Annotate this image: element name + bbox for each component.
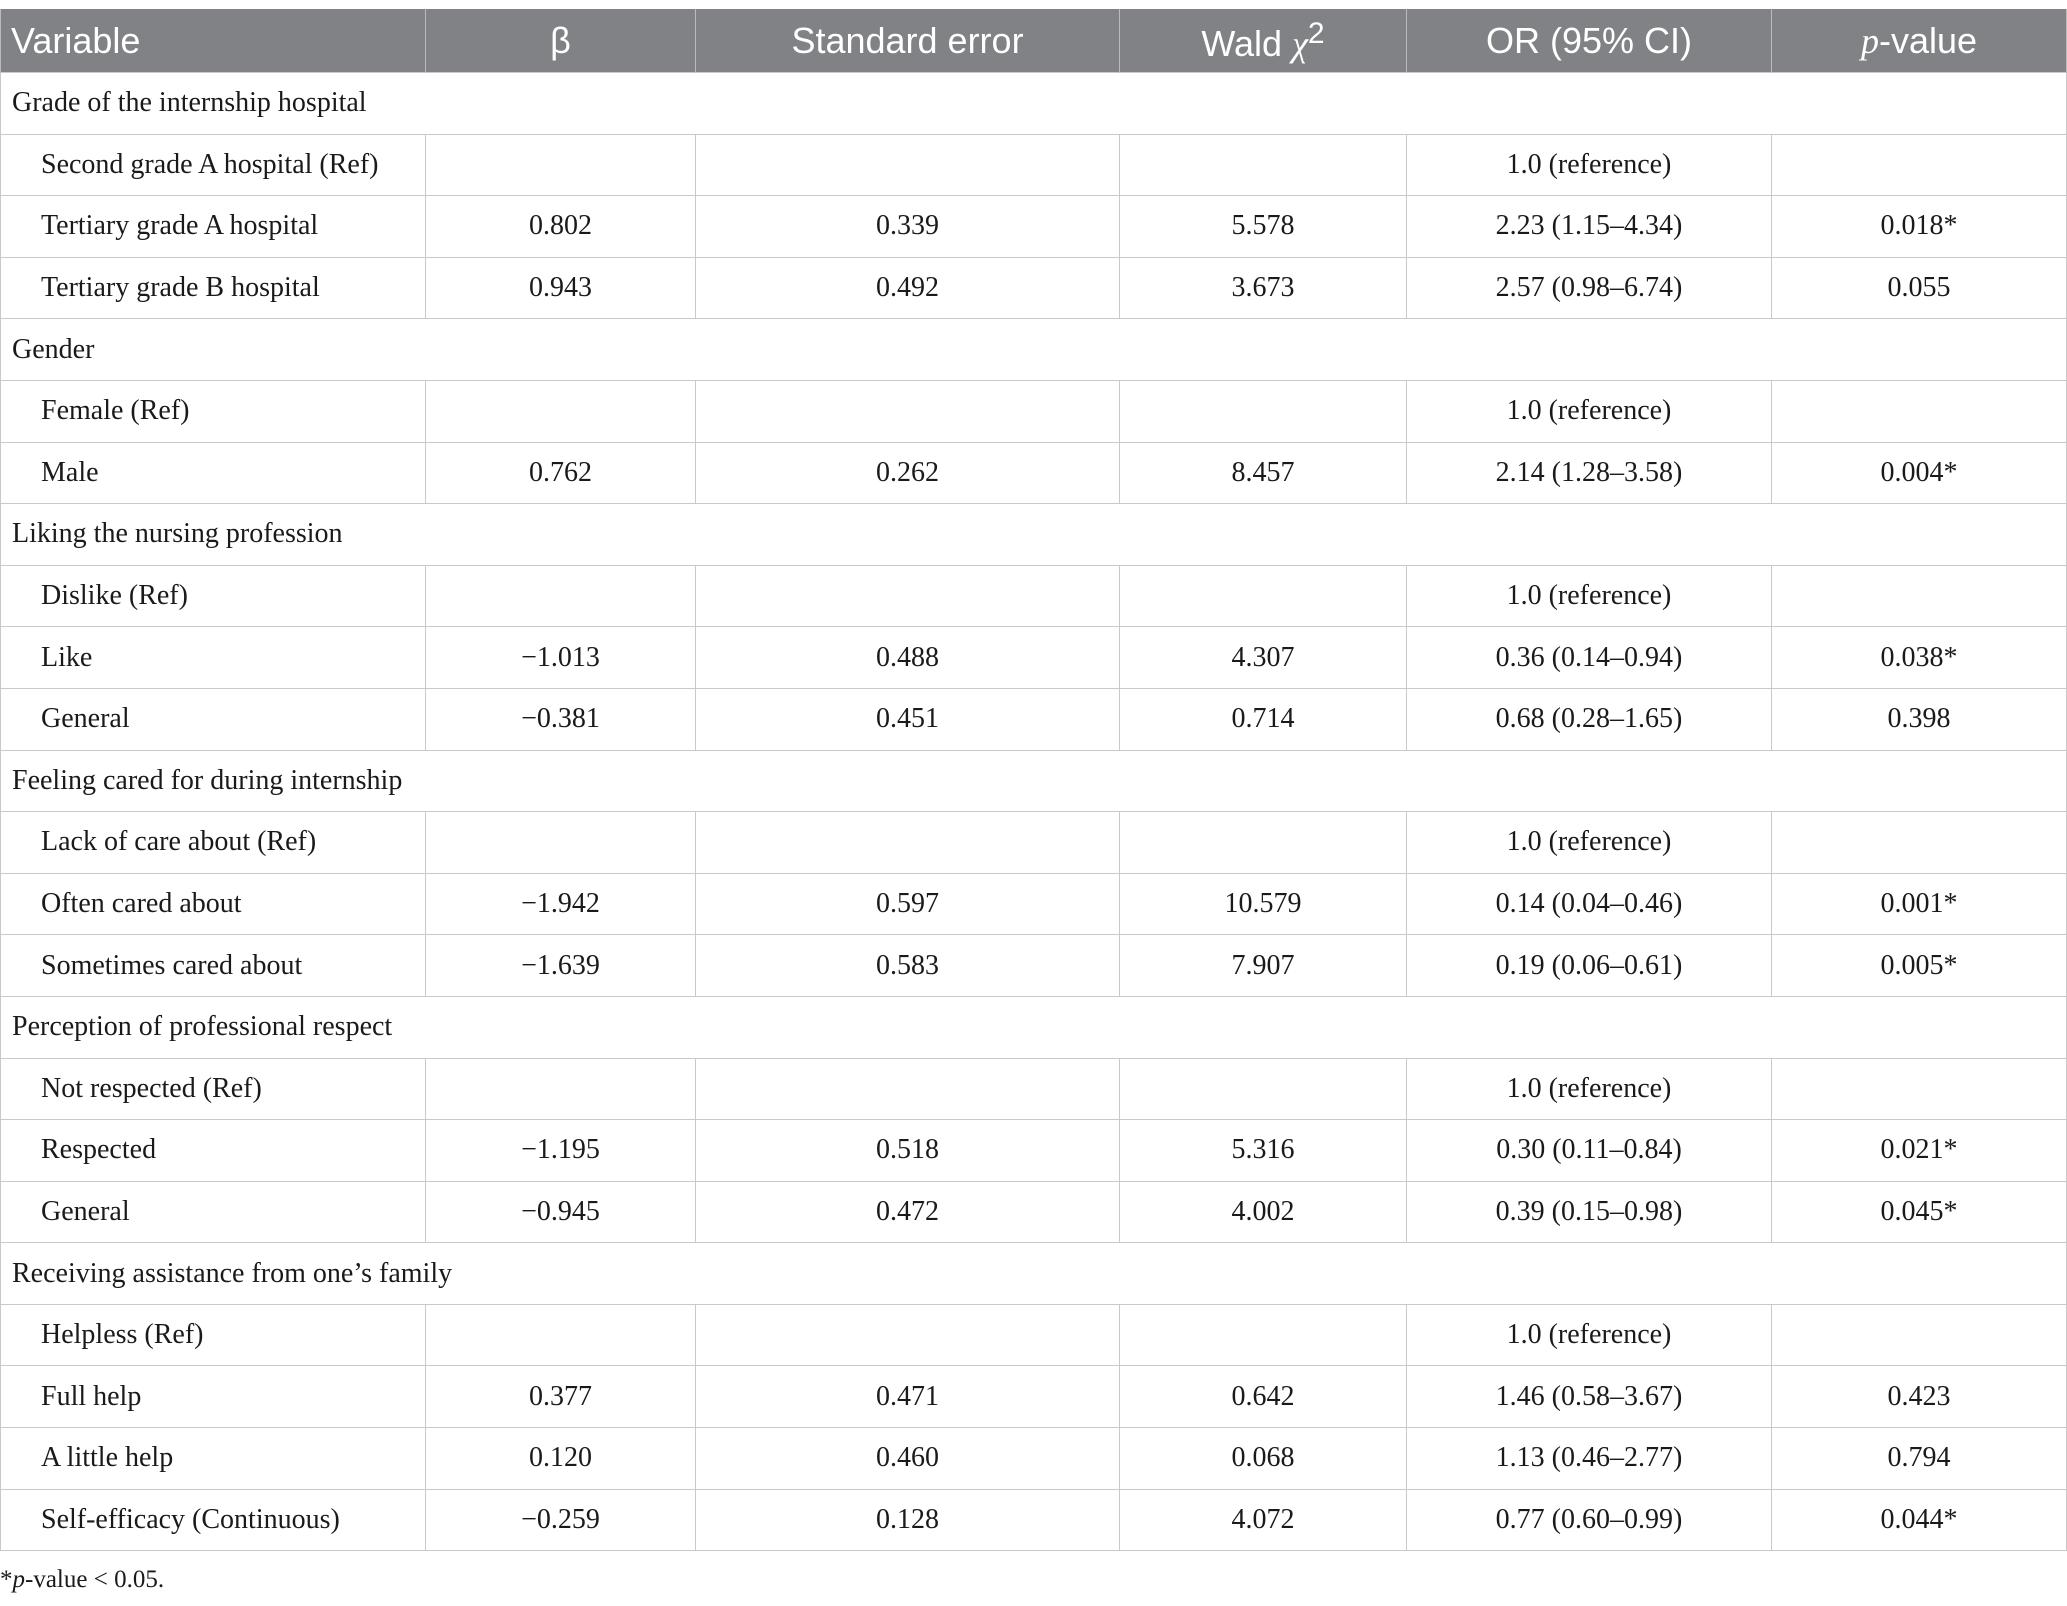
odds-ratio-cell: 1.0 (reference) [1407, 134, 1772, 196]
standard-error-cell: 0.339 [696, 196, 1120, 258]
p-value-cell: 0.055 [1772, 257, 2067, 319]
header-beta: β [426, 9, 696, 73]
group-title: Grade of the internship hospital [1, 73, 2067, 135]
standard-error-cell: 0.451 [696, 688, 1120, 750]
group-title: Liking the nursing profession [1, 504, 2067, 566]
standard-error-cell: 0.262 [696, 442, 1120, 504]
standard-error-cell: 0.492 [696, 257, 1120, 319]
wald-cell: 8.457 [1120, 442, 1407, 504]
table-row [1, 1181, 2067, 1243]
table-row [1, 442, 2067, 504]
beta-cell: 0.762 [426, 442, 696, 504]
regression-results-table [0, 9, 2067, 1551]
footnote-text: -value < 0.05. [25, 1566, 165, 1593]
table-footnote [0, 1566, 164, 1594]
beta-cell: −0.945 [426, 1181, 696, 1243]
odds-ratio-cell: 1.0 (reference) [1407, 565, 1772, 627]
variable-cell: Male [1, 442, 426, 504]
group-title: Receiving assistance from one’s family [1, 1243, 2067, 1305]
table-row [1, 565, 2067, 627]
beta-cell: −0.259 [426, 1489, 696, 1551]
odds-ratio-cell: 2.23 (1.15–4.34) [1407, 196, 1772, 258]
beta-cell: 0.802 [426, 196, 696, 258]
table-row [1, 935, 2067, 997]
table-row [1, 1058, 2067, 1120]
odds-ratio-cell: 0.36 (0.14–0.94) [1407, 627, 1772, 689]
wald-cell [1120, 565, 1407, 627]
header-row [1, 9, 2067, 73]
beta-cell: −1.013 [426, 627, 696, 689]
group-title: Feeling cared for during internship [1, 750, 2067, 812]
wald-cell: 0.068 [1120, 1428, 1407, 1490]
header-p-italic: p [1860, 20, 1879, 61]
header-variable: Variable [1, 9, 426, 73]
variable-cell: General [1, 688, 426, 750]
beta-cell: 0.943 [426, 257, 696, 319]
variable-cell: Not respected (Ref) [1, 1058, 426, 1120]
table-row [1, 627, 2067, 689]
wald-cell: 4.002 [1120, 1181, 1407, 1243]
variable-cell: Respected [1, 1120, 426, 1182]
variable-cell: Helpless (Ref) [1, 1304, 426, 1366]
header-chi-superscript: 2 [1307, 16, 1325, 50]
beta-cell: −1.195 [426, 1120, 696, 1182]
variable-cell: Sometimes cared about [1, 935, 426, 997]
odds-ratio-cell: 1.0 (reference) [1407, 1058, 1772, 1120]
wald-cell [1120, 812, 1407, 874]
standard-error-cell: 0.488 [696, 627, 1120, 689]
wald-cell: 7.907 [1120, 935, 1407, 997]
p-value-cell [1772, 565, 2067, 627]
odds-ratio-cell: 0.14 (0.04–0.46) [1407, 873, 1772, 935]
table-row [1, 1366, 2067, 1428]
table-body [1, 73, 2067, 1551]
variable-cell: Tertiary grade B hospital [1, 257, 426, 319]
p-value-cell [1772, 380, 2067, 442]
footnote-star: * [0, 1566, 13, 1593]
variable-cell: Female (Ref) [1, 380, 426, 442]
table-row [1, 873, 2067, 935]
beta-cell: 0.377 [426, 1366, 696, 1428]
standard-error-cell: 0.597 [696, 873, 1120, 935]
p-value-cell: 0.038* [1772, 627, 2067, 689]
wald-cell: 4.072 [1120, 1489, 1407, 1551]
standard-error-cell: 0.518 [696, 1120, 1120, 1182]
beta-cell [426, 812, 696, 874]
group-header-row [1, 504, 2067, 566]
table-header [1, 9, 2067, 73]
odds-ratio-cell: 1.0 (reference) [1407, 812, 1772, 874]
group-header-row [1, 750, 2067, 812]
variable-cell: Dislike (Ref) [1, 565, 426, 627]
p-value-cell: 0.398 [1772, 688, 2067, 750]
standard-error-cell: 0.460 [696, 1428, 1120, 1490]
variable-cell: Like [1, 627, 426, 689]
table-row [1, 812, 2067, 874]
standard-error-cell: 0.472 [696, 1181, 1120, 1243]
standard-error-cell: 0.471 [696, 1366, 1120, 1428]
odds-ratio-cell: 1.13 (0.46–2.77) [1407, 1428, 1772, 1490]
p-value-cell: 0.045* [1772, 1181, 2067, 1243]
p-value-cell: 0.005* [1772, 935, 2067, 997]
beta-cell: −0.381 [426, 688, 696, 750]
odds-ratio-cell: 1.46 (0.58–3.67) [1407, 1366, 1772, 1428]
header-wald-chi-square [1120, 9, 1407, 73]
group-header-row [1, 1243, 2067, 1305]
footnote-p-italic: p [12, 1566, 25, 1593]
p-value-cell: 0.001* [1772, 873, 2067, 935]
standard-error-cell: 0.128 [696, 1489, 1120, 1551]
wald-cell [1120, 1058, 1407, 1120]
wald-cell: 3.673 [1120, 257, 1407, 319]
header-wald-prefix: Wald [1201, 22, 1293, 64]
variable-cell: Second grade A hospital (Ref) [1, 134, 426, 196]
p-value-cell [1772, 812, 2067, 874]
odds-ratio-cell: 1.0 (reference) [1407, 380, 1772, 442]
group-title: Perception of professional respect [1, 996, 2067, 1058]
table-row [1, 1304, 2067, 1366]
odds-ratio-cell: 2.57 (0.98–6.74) [1407, 257, 1772, 319]
wald-cell: 5.316 [1120, 1120, 1407, 1182]
wald-cell [1120, 134, 1407, 196]
variable-cell: Often cared about [1, 873, 426, 935]
table-row [1, 1428, 2067, 1490]
odds-ratio-cell: 1.0 (reference) [1407, 1304, 1772, 1366]
odds-ratio-cell: 0.77 (0.60–0.99) [1407, 1489, 1772, 1551]
p-value-cell [1772, 1058, 2067, 1120]
p-value-cell: 0.004* [1772, 442, 2067, 504]
wald-cell: 10.579 [1120, 873, 1407, 935]
variable-cell: Lack of care about (Ref) [1, 812, 426, 874]
variable-cell: Tertiary grade A hospital [1, 196, 426, 258]
standard-error-cell [696, 1058, 1120, 1120]
odds-ratio-cell: 0.30 (0.11–0.84) [1407, 1120, 1772, 1182]
group-title: Gender [1, 319, 2067, 381]
wald-cell: 0.714 [1120, 688, 1407, 750]
p-value-cell: 0.044* [1772, 1489, 2067, 1551]
header-p-value [1772, 9, 2067, 73]
header-chi-symbol: χ [1292, 23, 1308, 64]
group-header-row [1, 319, 2067, 381]
beta-cell: −1.942 [426, 873, 696, 935]
variable-cell: Self-efficacy (Continuous) [1, 1489, 426, 1551]
p-value-cell: 0.794 [1772, 1428, 2067, 1490]
header-p-rest: -value [1878, 19, 1978, 61]
standard-error-cell [696, 134, 1120, 196]
wald-cell: 0.642 [1120, 1366, 1407, 1428]
standard-error-cell [696, 565, 1120, 627]
variable-cell: General [1, 1181, 426, 1243]
odds-ratio-cell: 0.39 (0.15–0.98) [1407, 1181, 1772, 1243]
standard-error-cell: 0.583 [696, 935, 1120, 997]
beta-cell [426, 1058, 696, 1120]
p-value-cell: 0.021* [1772, 1120, 2067, 1182]
table-row [1, 1120, 2067, 1182]
regression-table-container [0, 9, 2067, 1551]
wald-cell [1120, 380, 1407, 442]
table-row [1, 380, 2067, 442]
p-value-cell: 0.018* [1772, 196, 2067, 258]
wald-cell [1120, 1304, 1407, 1366]
group-header-row [1, 996, 2067, 1058]
table-row [1, 688, 2067, 750]
table-row [1, 196, 2067, 258]
p-value-cell [1772, 1304, 2067, 1366]
header-standard-error: Standard error [696, 9, 1120, 73]
odds-ratio-cell: 2.14 (1.28–3.58) [1407, 442, 1772, 504]
header-odds-ratio: OR (95% CI) [1407, 9, 1772, 73]
variable-cell: Full help [1, 1366, 426, 1428]
p-value-cell [1772, 134, 2067, 196]
variable-cell: A little help [1, 1428, 426, 1490]
standard-error-cell [696, 812, 1120, 874]
table-row [1, 1489, 2067, 1551]
standard-error-cell [696, 1304, 1120, 1366]
wald-cell: 5.578 [1120, 196, 1407, 258]
beta-cell: −1.639 [426, 935, 696, 997]
p-value-cell: 0.423 [1772, 1366, 2067, 1428]
wald-cell: 4.307 [1120, 627, 1407, 689]
beta-cell [426, 134, 696, 196]
beta-cell [426, 565, 696, 627]
odds-ratio-cell: 0.68 (0.28–1.65) [1407, 688, 1772, 750]
beta-cell: 0.120 [426, 1428, 696, 1490]
table-row [1, 134, 2067, 196]
beta-cell [426, 1304, 696, 1366]
beta-cell [426, 380, 696, 442]
table-row [1, 257, 2067, 319]
group-header-row [1, 73, 2067, 135]
odds-ratio-cell: 0.19 (0.06–0.61) [1407, 935, 1772, 997]
standard-error-cell [696, 380, 1120, 442]
